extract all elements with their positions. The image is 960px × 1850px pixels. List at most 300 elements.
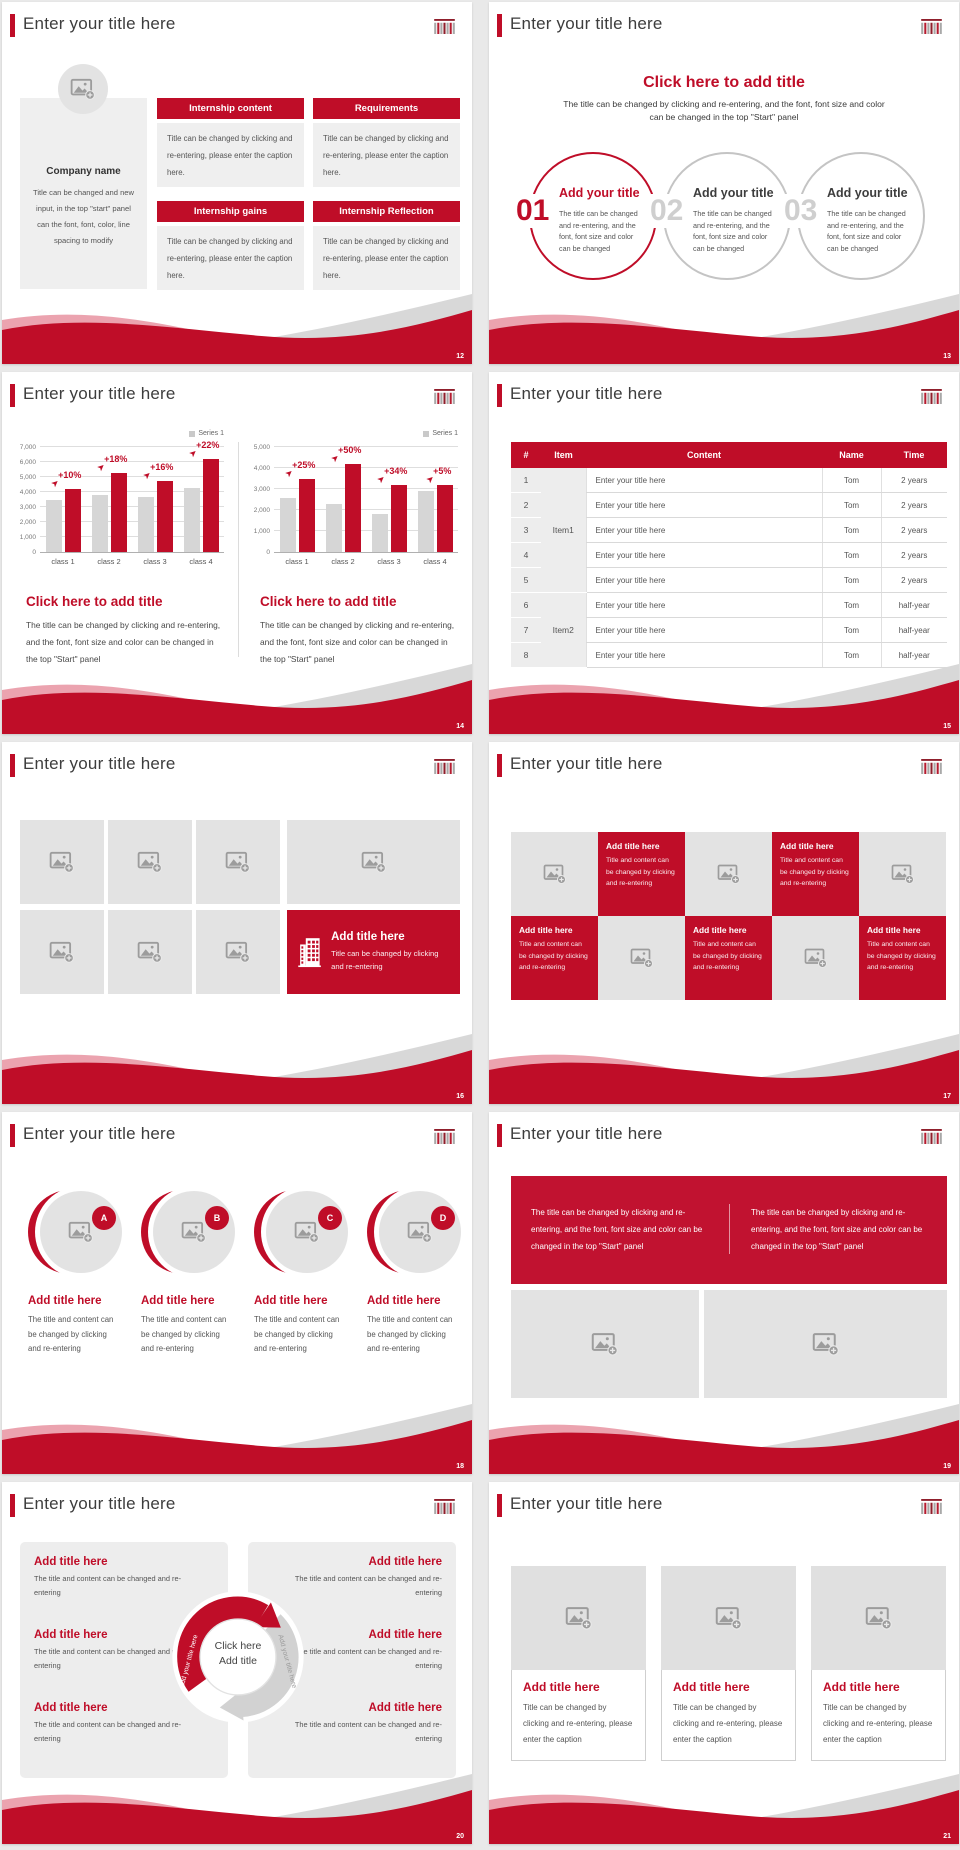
image-placeholder-icon bbox=[715, 1606, 743, 1630]
text-cell[interactable] bbox=[859, 916, 946, 1000]
table-row bbox=[511, 468, 947, 493]
slide-title[interactable]: Enter your title here bbox=[23, 384, 176, 403]
bar-group bbox=[178, 440, 224, 552]
cell-content[interactable]: Enter your title here bbox=[586, 493, 822, 518]
slide-13[interactable] bbox=[489, 2, 959, 364]
footer-wave bbox=[2, 1404, 472, 1474]
info-box-body: Title can be changed by clicking and re-entering, please enter the caption here. bbox=[313, 123, 460, 187]
title-accent-bar bbox=[10, 754, 15, 777]
item-title[interactable]: Add title here bbox=[254, 1295, 328, 1307]
x-axis-tick-label: class 1 bbox=[285, 557, 309, 566]
row-number: 1 bbox=[511, 468, 541, 493]
image-placeholder-icon bbox=[630, 948, 654, 968]
chart-legend bbox=[14, 430, 224, 437]
y-axis-tick-label: 4,000 bbox=[19, 489, 36, 497]
row-number: 7 bbox=[511, 618, 541, 643]
image-placeholder-icon bbox=[804, 948, 828, 968]
item-body: The title and content can be changed and re-entering bbox=[34, 1647, 182, 1670]
image-placeholder[interactable] bbox=[58, 64, 108, 114]
title-accent-bar bbox=[497, 384, 502, 407]
growth-label: +34% bbox=[384, 465, 408, 476]
caption-title[interactable]: Click here to add title bbox=[260, 594, 397, 609]
cell-body: Title and content can be changed by clicking and re-entering bbox=[867, 941, 936, 971]
footer-wave bbox=[2, 1774, 472, 1844]
highlight-box[interactable] bbox=[287, 910, 460, 994]
image-placeholder-icon bbox=[865, 1606, 893, 1630]
col-header: Time bbox=[881, 442, 947, 468]
bar-chart-left bbox=[14, 430, 224, 566]
image-placeholder-icon bbox=[543, 864, 567, 884]
caption-body: The title can be changed by clicking and re-entering, and the font, font size and color can be changed in the top "Start" panel bbox=[260, 620, 455, 664]
footer-wave bbox=[489, 294, 959, 364]
x-axis-tick-label: class 4 bbox=[423, 557, 447, 566]
letter-badge: B bbox=[205, 1206, 229, 1230]
growth-annotation bbox=[282, 459, 316, 479]
cell-time: half-year bbox=[881, 618, 947, 643]
item-body: The title can be changed and re-entering, and the font, font size and color can be changed bbox=[827, 209, 906, 253]
card-body: Title can be changed by clicking and re-entering, please enter the caption bbox=[523, 1703, 633, 1744]
cell-body: Title and content can be changed by clicking and re-entering bbox=[780, 857, 849, 887]
cell-title: Add title here bbox=[780, 841, 834, 851]
cycle-center-line1: Click here bbox=[214, 1640, 262, 1652]
cell-name: Tom bbox=[822, 493, 881, 518]
image-placeholder[interactable] bbox=[511, 832, 598, 916]
letter-badge: C bbox=[318, 1206, 342, 1230]
growth-dart-icon: ➤ bbox=[140, 468, 153, 482]
slide-16[interactable] bbox=[2, 742, 472, 1104]
image-placeholder[interactable] bbox=[811, 1566, 946, 1670]
lettered-item bbox=[254, 1184, 354, 1357]
col-header: Name bbox=[822, 442, 881, 468]
growth-annotation bbox=[328, 444, 362, 465]
image-placeholder[interactable] bbox=[704, 1290, 947, 1398]
lettered-item bbox=[141, 1184, 241, 1357]
series1-bar bbox=[46, 500, 62, 553]
cell-body: Title and content can be changed by clicking and re-entering bbox=[693, 941, 762, 971]
x-axis-tick-label: class 3 bbox=[143, 557, 167, 566]
image-placeholder[interactable] bbox=[511, 1566, 646, 1670]
y-axis-tick-label: 5,000 bbox=[253, 444, 270, 451]
image-placeholder[interactable] bbox=[287, 820, 460, 904]
footer-wave bbox=[489, 664, 959, 734]
numbered-circle-item bbox=[516, 152, 657, 280]
university-logo-icon bbox=[920, 1129, 943, 1144]
cell-time: half-year bbox=[881, 643, 947, 668]
info-box-body: Title can be changed by clicking and re-entering, please enter the caption here. bbox=[313, 226, 460, 290]
info-box-body: Title can be changed by clicking and re-entering, please enter the caption here. bbox=[157, 123, 304, 187]
university-logo-icon bbox=[433, 759, 456, 774]
image-placeholder-icon bbox=[565, 1606, 593, 1630]
image-placeholder[interactable] bbox=[40, 1191, 122, 1273]
footer-wave bbox=[489, 1404, 959, 1474]
card-title[interactable]: Add title here bbox=[523, 1680, 600, 1694]
item-title[interactable]: Add your title bbox=[559, 186, 640, 200]
growth-label: +18% bbox=[104, 453, 128, 464]
cell-time: 2 years bbox=[881, 468, 947, 493]
slide-21[interactable] bbox=[489, 1482, 959, 1844]
company-body: Title can be changed and new input, in the top "start" panel can the font, font, color, line spacing to modify bbox=[32, 188, 135, 245]
row-number: 3 bbox=[511, 518, 541, 543]
y-axis-tick-label: 4,000 bbox=[253, 465, 270, 472]
cell-name: Tom bbox=[822, 568, 881, 593]
cycle-diagram bbox=[163, 1582, 313, 1732]
image-placeholder-icon bbox=[812, 1332, 840, 1356]
circle-image-placeholder[interactable] bbox=[254, 1184, 351, 1281]
col-header: Content bbox=[586, 442, 822, 468]
growth-dart-icon: ➤ bbox=[186, 446, 199, 460]
university-logo-icon bbox=[433, 1129, 456, 1144]
growth-annotation bbox=[186, 440, 220, 460]
item-number: 02 bbox=[650, 194, 684, 227]
info-box-title[interactable]: Requirements bbox=[313, 98, 460, 119]
university-logo-icon bbox=[433, 389, 456, 404]
card-body: Title can be changed by clicking and re-entering, please enter the caption bbox=[823, 1703, 933, 1744]
col-header: Item bbox=[541, 442, 586, 468]
caption-body: The title can be changed by clicking and re-entering, and the font, font size and color can be changed in the top "Start" panel bbox=[26, 620, 221, 664]
item-title[interactable]: Add title here bbox=[368, 1702, 442, 1714]
item-body: The title and content can be changed and re-entering bbox=[294, 1574, 442, 1597]
info-box-title[interactable]: Internship Reflection bbox=[313, 201, 460, 222]
growth-annotation bbox=[374, 465, 408, 486]
image-placeholder[interactable] bbox=[598, 916, 685, 1000]
bar-group bbox=[320, 444, 366, 552]
cell-content[interactable]: Enter your title here bbox=[586, 618, 822, 643]
item-title[interactable]: Add title here bbox=[34, 1629, 108, 1641]
y-axis bbox=[14, 444, 40, 556]
item-body: The title can be changed and re-entering, and the font, font size and color can be changed bbox=[693, 209, 772, 253]
item-body: The title can be changed and re-entering, and the font, font size and color can be changed bbox=[559, 209, 638, 253]
item-title[interactable]: Add title here bbox=[34, 1556, 108, 1568]
legend-swatch-icon bbox=[423, 431, 429, 437]
y-axis-tick-label: 0 bbox=[32, 549, 36, 556]
slide-title[interactable]: Enter your title here bbox=[510, 1124, 663, 1143]
slide-20[interactable] bbox=[2, 1482, 472, 1844]
image-placeholder-icon bbox=[717, 864, 741, 884]
card-caption bbox=[661, 1670, 796, 1761]
card-caption bbox=[511, 1670, 646, 1761]
legend-label: Series 1 bbox=[432, 430, 458, 437]
footer-wave bbox=[2, 1034, 472, 1104]
cell-time: 2 years bbox=[881, 568, 947, 593]
footer-wave bbox=[2, 664, 472, 734]
company-name: Company name bbox=[46, 166, 121, 177]
lettered-item bbox=[367, 1184, 467, 1357]
series2-bar bbox=[328, 444, 362, 552]
item-title[interactable]: Add title here bbox=[141, 1295, 215, 1307]
cycle-center-line2: Add title bbox=[219, 1655, 257, 1667]
series1-bar bbox=[326, 504, 342, 552]
image-placeholder[interactable] bbox=[772, 916, 859, 1000]
cell-content[interactable]: Enter your title here bbox=[586, 643, 822, 668]
cycle-arrow-label: Add your title here bbox=[178, 1633, 200, 1690]
growth-dart-icon: ➤ bbox=[423, 472, 436, 486]
image-placeholder-icon bbox=[49, 941, 75, 963]
slide-title[interactable]: Enter your title here bbox=[510, 1494, 663, 1513]
circle-image-placeholder[interactable] bbox=[28, 1184, 125, 1281]
cell-content[interactable]: Enter your title here bbox=[586, 468, 822, 493]
page-number: 13 bbox=[943, 353, 951, 360]
growth-annotation bbox=[423, 465, 452, 486]
page-number: 12 bbox=[456, 353, 464, 360]
y-axis-tick-label: 6,000 bbox=[19, 459, 36, 466]
growth-label: +22% bbox=[196, 440, 220, 450]
x-axis-tick-label: class 2 bbox=[331, 557, 355, 566]
slide-12[interactable] bbox=[2, 2, 472, 364]
cell-body: Title and content can be changed by clicking and re-entering bbox=[519, 941, 588, 971]
image-card bbox=[511, 1566, 646, 1761]
slide-19[interactable] bbox=[489, 1112, 959, 1474]
title-accent-bar bbox=[497, 754, 502, 777]
item-body: The title and content can be changed and re-entering bbox=[34, 1574, 182, 1597]
info-box-title[interactable]: Internship gains bbox=[157, 201, 304, 222]
cycle-center-text[interactable] bbox=[203, 1639, 273, 1669]
title-accent-bar bbox=[10, 14, 15, 37]
item-body: The title and content can be changed by clicking and re-entering bbox=[28, 1315, 114, 1353]
growth-label: +25% bbox=[292, 459, 316, 470]
y-axis-tick-label: 5,000 bbox=[19, 474, 36, 481]
plot-area bbox=[274, 444, 458, 553]
row-number: 4 bbox=[511, 543, 541, 568]
y-axis bbox=[248, 444, 274, 556]
page-number: 18 bbox=[456, 1463, 464, 1470]
growth-annotation bbox=[140, 461, 174, 482]
cell-content[interactable]: Enter your title here bbox=[586, 593, 822, 618]
item-title[interactable]: Add title here bbox=[28, 1295, 102, 1307]
y-axis-tick-label: 1,000 bbox=[19, 534, 36, 542]
item-title[interactable]: Add title here bbox=[368, 1556, 442, 1568]
growth-label: +10% bbox=[58, 470, 82, 480]
item-title[interactable]: Add title here bbox=[34, 1702, 108, 1714]
letter-badge: A bbox=[92, 1206, 116, 1230]
item-group-label: Item2 bbox=[541, 593, 586, 668]
page-number: 14 bbox=[456, 723, 464, 730]
series1-bar bbox=[138, 497, 154, 552]
info-box-body: Title can be changed by clicking and re-entering, please enter the caption here. bbox=[157, 226, 304, 290]
cell-body: Title and content can be changed by clicking and re-entering bbox=[606, 857, 675, 887]
growth-annotation bbox=[94, 453, 128, 473]
image-placeholder[interactable] bbox=[20, 820, 104, 904]
circle-image-placeholder[interactable] bbox=[367, 1184, 464, 1281]
highlight-body: Title can be changed by clicking and re-entering bbox=[331, 949, 439, 971]
text-cell[interactable] bbox=[598, 832, 685, 916]
series2-bar bbox=[423, 465, 453, 552]
row-number: 8 bbox=[511, 643, 541, 668]
growth-dart-icon: ➤ bbox=[282, 466, 295, 479]
x-axis bbox=[274, 553, 458, 566]
item-title[interactable]: Add title here bbox=[368, 1629, 442, 1641]
growth-dart-icon: ➤ bbox=[48, 476, 61, 490]
image-placeholder-icon bbox=[68, 1221, 94, 1243]
cycle-arrow-label: Add your title here bbox=[276, 1633, 298, 1690]
slide-title[interactable]: Enter your title here bbox=[510, 14, 663, 33]
slide-title[interactable]: Enter your title here bbox=[23, 1124, 176, 1143]
y-axis-tick-label: 2,000 bbox=[253, 507, 270, 514]
growth-dart-icon: ➤ bbox=[94, 460, 107, 473]
item-body: The title and content can be changed and re-entering bbox=[294, 1647, 442, 1670]
red-banner[interactable] bbox=[511, 1176, 947, 1284]
series2-bar bbox=[282, 459, 316, 553]
legend-swatch-icon bbox=[189, 431, 195, 437]
highlight-title[interactable]: Add title here bbox=[331, 931, 405, 943]
cell-content[interactable]: Enter your title here bbox=[586, 568, 822, 593]
cell-title: Add title here bbox=[519, 925, 573, 935]
growth-dart-icon: ➤ bbox=[328, 451, 341, 465]
series2-bar bbox=[48, 470, 82, 552]
image-placeholder[interactable] bbox=[511, 1290, 699, 1398]
row-number: 6 bbox=[511, 593, 541, 618]
slide-title[interactable]: Enter your title here bbox=[23, 754, 176, 773]
cell-title: Add title here bbox=[693, 925, 747, 935]
text-cell[interactable] bbox=[511, 916, 598, 1000]
bar-chart-right bbox=[248, 430, 458, 566]
image-placeholder-icon bbox=[891, 864, 915, 884]
cell-content[interactable]: Enter your title here bbox=[586, 543, 822, 568]
text-cell[interactable] bbox=[685, 916, 772, 1000]
info-box-title[interactable]: Internship content bbox=[157, 98, 304, 119]
numbered-circle-item bbox=[650, 152, 791, 280]
y-axis-tick-label: 3,000 bbox=[253, 486, 270, 493]
card-body: Title can be changed by clicking and re-entering, please enter the caption bbox=[673, 1703, 783, 1744]
footer-wave bbox=[489, 1774, 959, 1844]
y-axis-tick-label: 3,000 bbox=[19, 504, 36, 511]
circle-image-placeholder[interactable] bbox=[141, 1184, 238, 1281]
cell-time: half-year bbox=[881, 593, 947, 618]
series1-bar bbox=[280, 498, 296, 552]
bar-group bbox=[412, 447, 458, 552]
image-placeholder-icon bbox=[225, 941, 251, 963]
company-card bbox=[20, 98, 147, 289]
info-box bbox=[157, 201, 304, 290]
slide-18[interactable] bbox=[2, 1112, 472, 1474]
item-body: The title and content can be changed and re-entering bbox=[34, 1720, 182, 1743]
page-number: 20 bbox=[456, 1833, 464, 1840]
page-number: 16 bbox=[456, 1093, 464, 1100]
bar-group bbox=[40, 447, 86, 552]
chart-caption bbox=[260, 594, 460, 668]
series2-bar bbox=[186, 440, 220, 552]
page-number: 15 bbox=[943, 723, 951, 730]
item-title[interactable]: Add your title bbox=[827, 186, 908, 200]
growth-dart-icon: ➤ bbox=[374, 472, 387, 486]
section-heading[interactable]: Click here to add title bbox=[643, 74, 805, 91]
university-logo-icon bbox=[920, 759, 943, 774]
row-number: 5 bbox=[511, 568, 541, 593]
x-axis bbox=[40, 553, 224, 566]
banner-text: The title can be changed by clicking and re-entering, and the font, font size and color can be changed in the top "Start" panel bbox=[751, 1208, 923, 1251]
image-placeholder-icon bbox=[591, 1332, 619, 1356]
slide-title[interactable]: Enter your title here bbox=[23, 1494, 176, 1513]
card-title[interactable]: Add title here bbox=[673, 1680, 750, 1694]
image-placeholder[interactable] bbox=[108, 820, 192, 904]
cell-time: 2 years bbox=[881, 518, 947, 543]
image-placeholder[interactable] bbox=[685, 832, 772, 916]
image-placeholder-icon bbox=[407, 1221, 433, 1243]
series1-bar bbox=[92, 495, 108, 552]
image-placeholder[interactable] bbox=[196, 910, 280, 994]
y-axis-tick-label: 0 bbox=[266, 549, 270, 556]
item-title[interactable]: Add your title bbox=[693, 186, 774, 200]
vertical-divider bbox=[238, 442, 239, 657]
cell-name: Tom bbox=[822, 593, 881, 618]
image-placeholder-icon bbox=[137, 941, 163, 963]
image-placeholder[interactable] bbox=[108, 910, 192, 994]
title-accent-bar bbox=[10, 384, 15, 407]
cell-name: Tom bbox=[822, 543, 881, 568]
item-title[interactable]: Add title here bbox=[367, 1295, 441, 1307]
cell-content[interactable]: Enter your title here bbox=[586, 518, 822, 543]
section-subheading: The title can be changed by clicking and re-entering, and the font, font size and color can be changed in the top "Start" panel bbox=[563, 99, 885, 122]
slide-title[interactable]: Enter your title here bbox=[510, 754, 663, 773]
image-placeholder[interactable] bbox=[379, 1191, 461, 1273]
image-placeholder[interactable] bbox=[859, 832, 946, 916]
item-body: The title and content can be changed by clicking and re-entering bbox=[141, 1315, 227, 1353]
item-number: 03 bbox=[784, 194, 818, 227]
text-cell[interactable] bbox=[772, 832, 859, 916]
lettered-item bbox=[28, 1184, 128, 1357]
image-placeholder[interactable] bbox=[20, 910, 104, 994]
cell-name: Tom bbox=[822, 518, 881, 543]
cell-name: Tom bbox=[822, 618, 881, 643]
growth-label: +5% bbox=[433, 465, 452, 476]
image-placeholder[interactable] bbox=[153, 1191, 235, 1273]
image-placeholder-icon bbox=[49, 851, 75, 873]
slide-14[interactable] bbox=[2, 372, 472, 734]
caption-title[interactable]: Click here to add title bbox=[26, 594, 163, 609]
series2-bar bbox=[94, 453, 128, 553]
slide-15[interactable] bbox=[489, 372, 959, 734]
image-placeholder[interactable] bbox=[266, 1191, 348, 1273]
title-accent-bar bbox=[497, 1494, 502, 1517]
image-placeholder-icon bbox=[181, 1221, 207, 1243]
y-axis-tick-label: 1,000 bbox=[253, 528, 270, 535]
bar-group bbox=[274, 447, 320, 552]
chart-legend bbox=[248, 430, 458, 437]
image-placeholder-icon bbox=[70, 78, 96, 100]
y-axis-tick-label: 2,000 bbox=[19, 519, 36, 527]
page-number: 19 bbox=[943, 1463, 951, 1470]
item-body: The title and content can be changed by clicking and re-entering bbox=[367, 1315, 453, 1353]
series1-bar bbox=[372, 514, 388, 552]
card-caption bbox=[811, 1670, 946, 1761]
x-axis-tick-label: class 4 bbox=[189, 557, 213, 566]
x-axis-tick-label: class 3 bbox=[377, 557, 401, 566]
plot-area bbox=[40, 440, 224, 553]
item-group-label: Item1 bbox=[541, 468, 586, 593]
growth-annotation bbox=[48, 470, 82, 490]
image-placeholder[interactable] bbox=[196, 820, 280, 904]
banner-divider bbox=[729, 1204, 730, 1254]
title-accent-bar bbox=[10, 1494, 15, 1517]
bar-group bbox=[132, 447, 178, 552]
x-axis-tick-label: class 2 bbox=[97, 557, 121, 566]
cell-name: Tom bbox=[822, 468, 881, 493]
slide-17[interactable] bbox=[489, 742, 959, 1104]
banner-text: The title can be changed by clicking and re-entering, and the font, font size and color can be changed in the top "Start" panel bbox=[531, 1208, 703, 1251]
slide-title[interactable]: Enter your title here bbox=[510, 384, 663, 403]
series1-bar bbox=[184, 488, 200, 553]
bar-group bbox=[86, 447, 132, 552]
cell-title: Add title here bbox=[867, 925, 921, 935]
card-title[interactable]: Add title here bbox=[823, 1680, 900, 1694]
title-accent-bar bbox=[497, 1124, 502, 1147]
growth-label: +16% bbox=[150, 461, 174, 472]
series2-bar bbox=[140, 461, 174, 552]
info-box bbox=[157, 98, 304, 187]
cell-time: 2 years bbox=[881, 493, 947, 518]
slide-title[interactable]: Enter your title here bbox=[23, 14, 176, 33]
title-accent-bar bbox=[497, 14, 502, 37]
image-placeholder[interactable] bbox=[661, 1566, 796, 1670]
